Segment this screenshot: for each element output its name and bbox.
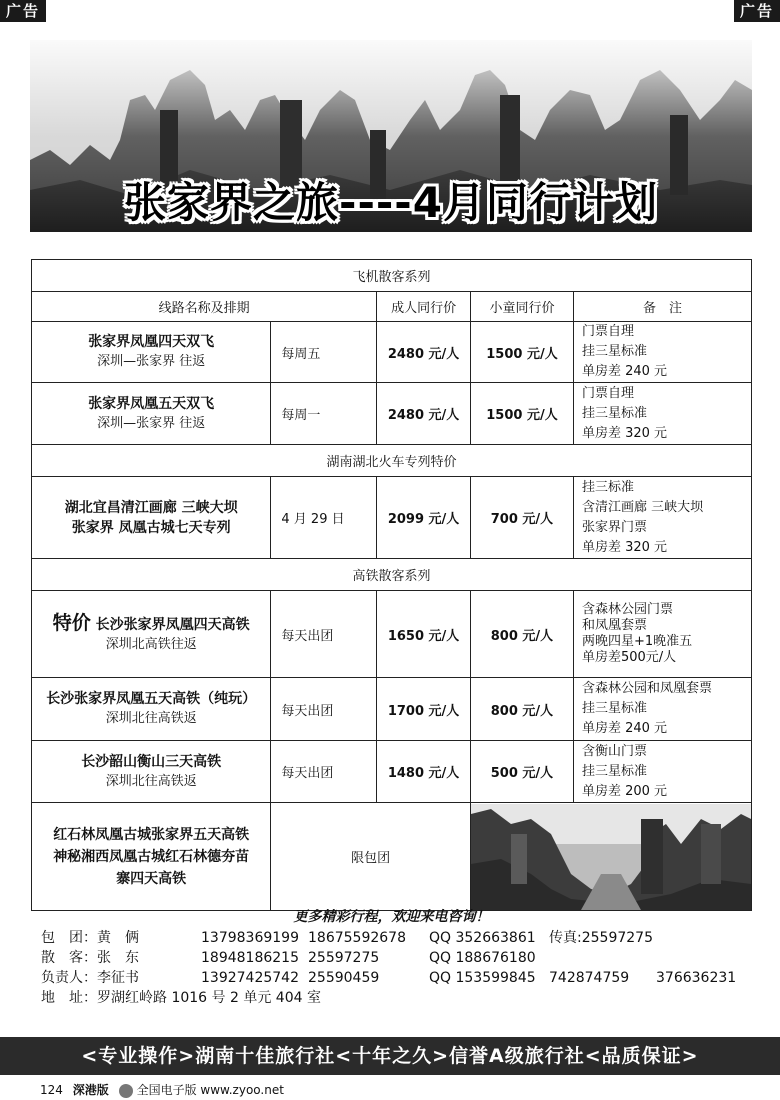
column-headers — [32, 292, 752, 322]
note-line: 挂三星标准 — [581, 701, 647, 716]
schedule: 每天出团 — [271, 678, 377, 741]
route-cell — [32, 383, 271, 445]
note-line: 含清江画廊 三峡大坝 — [581, 499, 704, 515]
note-line: 含衡山门票 — [581, 743, 647, 759]
route-cell — [32, 741, 271, 803]
qq-number: QQ 153599845 — [429, 970, 536, 986]
table-row — [32, 678, 752, 741]
rock-landscape-image — [471, 804, 751, 910]
red-stone-forest-photo — [470, 803, 751, 911]
publisher-logo-icon — [119, 1084, 133, 1098]
child-price: 800 元/人 — [470, 678, 573, 741]
charter-row — [32, 803, 752, 911]
table-row — [32, 741, 752, 803]
child-price: 700 元/人 — [470, 477, 573, 559]
contact-label: 负责人：李征书 — [41, 970, 139, 986]
phone-number: 25590459 — [308, 970, 380, 986]
qq-number: 742874759 — [549, 970, 630, 986]
phone-number: 13798369199 — [201, 930, 299, 946]
schedule: 每天出团 — [271, 741, 377, 803]
contact-heading: 更多精彩行程，欢迎来电咨询！ — [293, 909, 490, 925]
route-name: 长沙韶山衡山三天高铁 — [81, 753, 222, 770]
page-title: 张家界之旅----4月同行计划 — [124, 178, 658, 227]
ad-label-left: 广告 — [0, 0, 46, 22]
header-notes: 备 注 — [573, 292, 751, 322]
section-flight-title: 飞机散客系列 — [32, 260, 752, 292]
phone-number: 18675592678 — [308, 930, 406, 946]
note-line: 两晚四星+1晚准五 — [581, 634, 693, 649]
adult-price: 2099 元/人 — [377, 477, 471, 559]
route-cell — [32, 678, 271, 741]
site-url: 全国电子版 www.zyoo.net — [136, 1083, 284, 1097]
note-line: 单房差 200 元 — [581, 783, 668, 799]
charter-line: 寨四天高铁 — [116, 870, 187, 887]
note-line: 单房差 240 元 — [581, 721, 668, 736]
notes-cell — [573, 322, 751, 383]
qq-number: 376636231 — [656, 970, 737, 986]
adult-price: 1700 元/人 — [377, 678, 471, 741]
section-flight — [32, 260, 752, 292]
table-row — [32, 477, 752, 559]
route-cell — [32, 591, 271, 678]
notes-cell — [573, 477, 751, 559]
itinerary-table — [31, 259, 752, 911]
route-name: 张家界 凤凰古城七天专列 — [71, 519, 231, 536]
contact-section — [31, 906, 752, 1012]
contact-row — [31, 988, 752, 1008]
contact-label: 散 客：张 东 — [41, 950, 139, 966]
page-number: 124 — [40, 1083, 63, 1097]
notes-cell — [573, 591, 751, 678]
qq-number: QQ 352663861 — [429, 930, 536, 946]
page-footer — [40, 1081, 290, 1099]
ad-label-right: 广告 — [734, 0, 780, 22]
route-name: 张家界凤凰五天双飞 — [88, 395, 215, 412]
phone-number: 13927425742 — [201, 970, 299, 986]
note-line: 单房差500元/人 — [581, 650, 677, 665]
contact-row — [31, 968, 752, 988]
schedule: 每周五 — [271, 322, 377, 383]
charter-line: 神秘湘西凤凰古城红石林德夯苗 — [53, 848, 250, 865]
section-train — [32, 445, 752, 477]
adult-price: 2480 元/人 — [377, 383, 471, 445]
notes-cell — [573, 678, 751, 741]
charter-line: 红石林凤凰古城张家界五天高铁 — [53, 826, 250, 843]
table-row — [32, 322, 752, 383]
section-hsr-title: 高铁散客系列 — [32, 559, 752, 591]
child-price: 1500 元/人 — [470, 322, 573, 383]
phone-number: 25597275 — [308, 950, 380, 966]
notes-cell — [573, 383, 751, 445]
note-line: 单房差 320 元 — [581, 425, 668, 441]
address: 地 址：罗湖红岭路 1016 号 2 单元 404 室 — [41, 990, 321, 1006]
section-hsr — [32, 559, 752, 591]
section-train-title: 湖南湖北火车专列特价 — [32, 445, 752, 477]
phone-number: 18948186215 — [201, 950, 299, 966]
contact-label: 包 团：黄 俩 — [41, 930, 139, 946]
note-line: 单房差 320 元 — [581, 539, 668, 555]
child-price: 800 元/人 — [470, 591, 573, 678]
route-name: 张家界凤凰四天双飞 — [88, 334, 215, 350]
schedule: 4 月 29 日 — [271, 477, 377, 559]
fax-number: 传真:25597275 — [549, 930, 653, 946]
child-price: 1500 元/人 — [470, 383, 573, 445]
qq-number: QQ 188676180 — [429, 950, 536, 966]
charter-label: 限包团 — [271, 803, 471, 911]
charter-route-cell — [32, 803, 271, 911]
notes-cell — [573, 741, 751, 803]
note-line: 单房差 240 元 — [581, 364, 668, 379]
route-sub: 深圳北高铁往返 — [105, 637, 197, 652]
contact-row — [31, 948, 752, 968]
header-adult-price: 成人同行价 — [377, 292, 471, 322]
hero-photo — [30, 40, 752, 232]
header-route: 线路名称及排期 — [32, 292, 377, 322]
header-child-price: 小童同行价 — [470, 292, 573, 322]
child-price: 500 元/人 — [470, 741, 573, 803]
note-line: 含森林公园和凤凰套票 — [581, 681, 712, 696]
route-name: 长沙张家界凤凰五天高铁（纯玩） — [46, 691, 257, 707]
route-cell — [32, 477, 271, 559]
note-line: 和凤凰套票 — [581, 618, 647, 633]
contact-row — [31, 928, 752, 948]
route-name: 湖北宜昌清江画廊 三峡大坝 — [64, 499, 238, 516]
note-line: 门票自理 — [581, 385, 634, 401]
table-row — [32, 383, 752, 445]
note-line: 挂三星标准 — [581, 763, 647, 779]
route-sub: 深圳—张家界 往返 — [97, 415, 206, 431]
note-line: 挂三星标准 — [581, 405, 647, 421]
route-sub: 深圳北往高铁返 — [105, 711, 197, 726]
special-badge: 特价 — [52, 612, 91, 634]
note-line: 张家界门票 — [581, 519, 647, 535]
note-line: 门票自理 — [581, 324, 634, 339]
note-line: 挂三标准 — [581, 479, 634, 495]
route-name: 长沙张家界凤凰四天高铁 — [95, 617, 250, 633]
route-name-line — [32, 613, 270, 635]
route-cell — [32, 322, 271, 383]
adult-price: 1650 元/人 — [377, 591, 471, 678]
route-sub: 深圳—张家界 往返 — [97, 354, 206, 369]
adult-price: 2480 元/人 — [377, 322, 471, 383]
adult-price: 1480 元/人 — [377, 741, 471, 803]
note-line: 含森林公园门票 — [581, 602, 673, 617]
edition-label: 深港版 — [72, 1083, 109, 1097]
route-sub: 深圳北往高铁返 — [105, 773, 197, 789]
table-row — [32, 591, 752, 678]
schedule: 每天出团 — [271, 591, 377, 678]
slogan-banner: <专业操作>湖南十佳旅行社<十年之久>信誉A级旅行社<品质保证> — [0, 1037, 780, 1075]
note-line: 挂三星标准 — [581, 344, 647, 359]
schedule: 每周一 — [271, 383, 377, 445]
